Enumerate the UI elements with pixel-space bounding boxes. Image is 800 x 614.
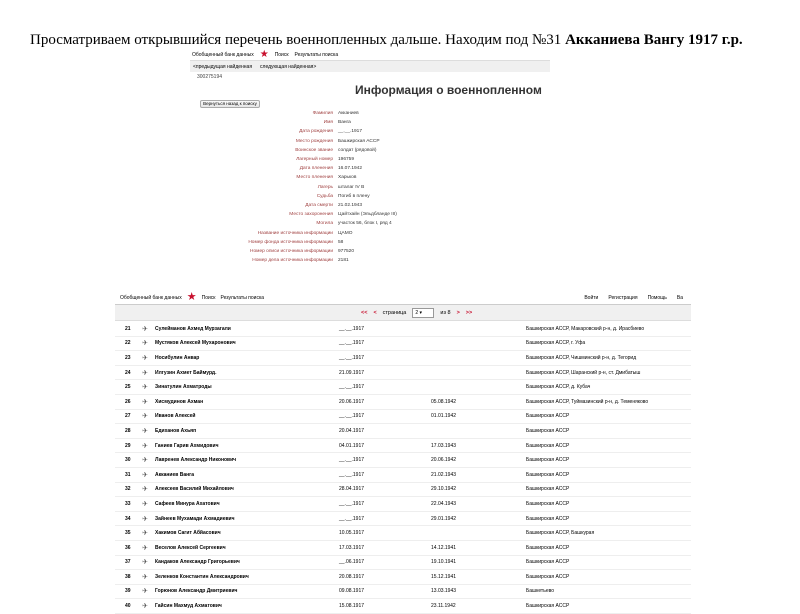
table-row[interactable]	[115, 366, 691, 381]
info-row	[190, 155, 550, 164]
row-number: 28	[125, 427, 131, 434]
death-date: 23.11.1942	[431, 603, 456, 610]
info-row	[190, 118, 550, 127]
birth-place: Башкирская АССР	[526, 457, 570, 464]
birth-date: __.__.1917	[339, 500, 365, 507]
person-name[interactable]: Зайнеев Мухамади Ахмадиевич	[155, 515, 235, 522]
info-value: 977520	[338, 248, 355, 254]
death-date: 22.04.1943	[431, 500, 457, 507]
birth-place: Башкирская АССР	[526, 573, 570, 580]
info-row	[190, 164, 550, 173]
info-topbar	[190, 49, 550, 61]
person-name[interactable]: Акканиев Ванга	[155, 471, 195, 478]
table-row[interactable]	[115, 497, 691, 512]
last-page-button[interactable]: >>	[465, 309, 473, 316]
page-total: из 8	[440, 309, 451, 316]
info-row	[190, 228, 550, 237]
birth-place: Башкирская АССР, Шаранский р-н, ст. Дмибатыш	[526, 369, 641, 376]
soldier-icon: ✈	[142, 471, 148, 479]
row-number: 33	[125, 500, 131, 507]
table-row[interactable]	[115, 468, 691, 483]
info-value: ЦАМО	[338, 230, 353, 236]
table-row[interactable]	[115, 322, 691, 337]
person-name[interactable]: Сулейманов Ахмед Мурзагали	[155, 325, 231, 332]
birth-place: Башкирская АССР	[526, 442, 570, 449]
soldier-icon: ✈	[142, 544, 148, 552]
soldier-icon: ✈	[142, 573, 148, 581]
account-links	[584, 295, 691, 301]
row-number: 21	[125, 325, 131, 332]
person-name[interactable]: Хисмудинов Ахман	[155, 398, 204, 405]
soldier-icon: ✈	[142, 500, 148, 508]
birth-date: __.__.1917	[339, 515, 365, 522]
birth-date: __.__.1917	[339, 413, 365, 420]
info-value: 2181	[338, 258, 349, 264]
info-label: Дата рождения	[299, 129, 333, 135]
list-tab-database[interactable]: Обобщенный банк данных	[120, 294, 182, 301]
extra-link[interactable]: Ва	[676, 294, 683, 301]
login-link[interactable]: Войти	[584, 294, 599, 301]
first-page-button[interactable]: <<	[361, 309, 368, 316]
birth-date: __.__.1917	[339, 471, 365, 478]
info-label: Могила	[316, 221, 333, 227]
soldier-icon: ✈	[142, 398, 148, 406]
info-row	[190, 219, 550, 228]
soldier-icon: ✈	[142, 325, 148, 333]
row-number: 23	[125, 354, 131, 361]
row-number: 30	[125, 457, 131, 464]
info-label: Имя	[323, 120, 333, 126]
soldier-icon: ✈	[142, 603, 148, 611]
person-name[interactable]: Ганиев Гарив Ахмидович	[155, 442, 219, 449]
info-label: Лагерь	[317, 184, 333, 190]
info-row	[190, 146, 550, 155]
person-name[interactable]: Носибулин Анвар	[155, 354, 200, 361]
star-icon: ★	[259, 48, 269, 60]
death-date: 19.10.1941	[431, 559, 457, 566]
info-value: Харьков	[338, 175, 357, 181]
row-number: 27	[125, 413, 131, 420]
next-page-button[interactable]: >	[456, 309, 460, 316]
info-tab-database[interactable]: Обобщенный банк данных	[192, 51, 254, 58]
row-number: 37	[125, 559, 131, 566]
table-row[interactable]	[115, 599, 691, 614]
soldier-icon: ✈	[142, 486, 148, 494]
soldier-icon: ✈	[142, 369, 148, 377]
birth-place: Башкирская АССР	[526, 427, 570, 434]
person-name[interactable]: Зеленков Константин Александрович	[155, 573, 249, 580]
soldier-icon: ✈	[142, 559, 148, 567]
soldier-icon: ✈	[142, 427, 148, 435]
soldier-icon: ✈	[142, 354, 148, 362]
person-name[interactable]: Мустяков Алексей Мухаронович	[155, 340, 236, 347]
info-value: __.__.1917	[338, 129, 363, 135]
table-row[interactable]	[115, 439, 691, 454]
birth-place: Башкирская АССР	[526, 515, 570, 522]
death-date: 15.12.1941	[431, 573, 457, 580]
table-row[interactable]	[115, 337, 691, 352]
birth-place: Башкирская АССР	[526, 603, 570, 610]
birth-date: __.__.1917	[339, 384, 365, 391]
info-row	[190, 210, 550, 219]
birth-place: Башкирская АССР, Башкурая	[526, 530, 595, 537]
info-value: Акканиев	[338, 111, 359, 117]
info-value: Цайтхайн (Эльдбланде III)	[338, 212, 397, 218]
birth-date: __.__.1917	[339, 325, 365, 332]
row-number: 24	[125, 369, 131, 376]
birth-place: Башкирская АССР, Макаровский р-н, д. Ирасбиево	[526, 325, 645, 332]
next-found-link[interactable]: следующая найденная>	[260, 63, 317, 70]
table-row[interactable]	[115, 410, 691, 425]
birth-place: Башкирская АССР, г. Уфа	[526, 340, 586, 347]
table-row[interactable]	[115, 570, 691, 585]
soldier-icon: ✈	[142, 442, 148, 450]
info-value: Погиб в плену	[338, 193, 370, 199]
person-name[interactable]: Сафеев Минура Ахатович	[155, 500, 220, 507]
birth-place: Башкирская АССР	[526, 559, 570, 566]
birth-place: Башкирская АССР	[526, 413, 570, 420]
list-screenshot	[115, 291, 691, 611]
info-value: 58	[338, 239, 344, 245]
birth-date: 21.09.1917	[339, 369, 365, 376]
info-nav	[190, 61, 550, 72]
list-topbar	[115, 291, 691, 305]
birth-date: __.__.1917	[339, 354, 365, 361]
prev-page-button[interactable]: <	[373, 309, 377, 316]
row-number: 25	[125, 384, 131, 391]
record-id: 300275194	[197, 74, 223, 80]
help-link[interactable]: Помощь	[647, 294, 667, 301]
info-value: 196759	[338, 157, 355, 163]
info-value: солдат (рядовой)	[338, 147, 377, 153]
table-row[interactable]	[115, 395, 691, 410]
info-label: Судьба	[316, 193, 333, 199]
soldier-icon: ✈	[142, 340, 148, 348]
death-date: 29.10.1942	[431, 486, 457, 493]
row-number: 39	[125, 588, 131, 595]
info-details	[190, 109, 550, 265]
birth-date: __.__.1917	[339, 340, 365, 347]
info-label: Место пленения	[296, 175, 333, 181]
soldier-icon: ✈	[142, 457, 148, 465]
birth-date: 10.05.1917	[339, 530, 365, 537]
soldier-icon: ✈	[142, 515, 148, 523]
birth-date: 17.03.1917	[339, 544, 365, 551]
person-name[interactable]: Веселов Алексей Сергеевич	[155, 544, 226, 551]
info-value: участок 56, блок I, ряд 4	[338, 221, 392, 227]
death-date: 20.06.1942	[431, 457, 457, 464]
birth-date: 04.01.1917	[339, 442, 365, 449]
birth-place: Башкирская АССР	[526, 486, 570, 493]
person-name[interactable]: Зинатулин Ахматроды	[155, 384, 212, 391]
info-label: Номер фонда источника информации	[248, 239, 333, 245]
table-row[interactable]	[115, 453, 691, 468]
birth-place: Башкирская АССР, Туймазинский р-н, д. Теменяково	[526, 398, 649, 405]
person-name[interactable]: Едиханов Ахьяп	[155, 427, 197, 434]
row-number: 38	[125, 573, 131, 580]
death-date: 21.02.1943	[431, 471, 457, 478]
birth-date: 20.08.1917	[339, 573, 365, 580]
info-row	[190, 201, 550, 210]
table-row[interactable]	[115, 556, 691, 571]
death-date: 17.03.1943	[431, 442, 457, 449]
birth-date: 09.08.1917	[339, 588, 365, 595]
table-row[interactable]	[115, 541, 691, 556]
table-row[interactable]	[115, 351, 691, 366]
info-row	[190, 137, 550, 146]
info-label: Номер описи источника информации	[250, 248, 333, 254]
info-label: Место рождения	[295, 138, 333, 144]
register-link[interactable]: Регистрация	[608, 294, 638, 301]
soldier-icon: ✈	[142, 588, 148, 596]
list-tab-results[interactable]: Результаты поиска	[220, 294, 265, 301]
page-select[interactable]: 2 ▾	[412, 308, 434, 318]
info-tab-search[interactable]: Поиск	[274, 51, 289, 58]
birth-place: Башкирская АССР	[526, 544, 570, 551]
info-label: Воинское звание	[295, 147, 333, 153]
info-label: Место захоронения	[289, 212, 333, 218]
death-date: 01.01.1942	[431, 413, 457, 420]
row-number: 34	[125, 515, 131, 522]
table-row[interactable]	[115, 483, 691, 498]
info-value: 16.07.1942	[338, 166, 363, 172]
info-label: Номер дела источника информации	[252, 258, 333, 264]
birth-place: Башкирская АССР, Чишминский р-н, д. Тегорид	[526, 354, 637, 361]
death-date: 05.08.1942	[431, 398, 457, 405]
info-row	[190, 109, 550, 118]
info-screenshot	[190, 49, 550, 291]
row-number: 31	[125, 471, 131, 478]
info-row	[190, 173, 550, 182]
person-name[interactable]: Гайсин Махмуд Ахматович	[155, 603, 222, 610]
birth-date: 15.08.1917	[339, 603, 365, 610]
row-number: 29	[125, 442, 131, 449]
page-label: страница	[382, 309, 407, 316]
soldier-icon: ✈	[142, 413, 148, 421]
info-label: Дата смерти	[305, 202, 333, 208]
table-row[interactable]	[115, 424, 691, 439]
birth-place: Башкирская АССР, д. Кубач	[526, 384, 591, 391]
slide-caption	[30, 30, 770, 50]
info-row	[190, 127, 550, 136]
death-date: 29.01.1942	[431, 515, 457, 522]
birth-date: __.__.1917	[339, 457, 365, 464]
info-label: Фамилия	[312, 111, 333, 117]
person-name[interactable]: Илгузин Ахмет Баймурд.	[155, 369, 217, 376]
row-number: 22	[125, 340, 131, 347]
info-value: Башкирская АССР	[338, 138, 380, 144]
death-date: 14.12.1941	[431, 544, 457, 551]
caption-bold: Акканиева Вангу 1917 г.р.	[565, 32, 743, 48]
caption-text: Просматриваем открывшийся перечень военнопленных дальше. Находим под №31	[30, 32, 566, 48]
star-icon: ★	[186, 291, 197, 303]
birth-date: 28.04.1917	[339, 486, 365, 493]
death-date: 13.03.1943	[431, 588, 457, 595]
birth-place: Башкирская АССР	[526, 471, 570, 478]
table-row[interactable]	[115, 585, 691, 600]
info-row	[190, 247, 550, 256]
info-label: Дата пленения	[299, 166, 333, 172]
soldier-icon: ✈	[142, 384, 148, 392]
list-tab-search[interactable]: Поиск	[201, 294, 216, 301]
birth-date: 20.06.1917	[339, 398, 365, 405]
person-name[interactable]: Кандаков Александр Григорьевич	[155, 559, 240, 566]
info-row	[190, 183, 550, 192]
info-row	[190, 256, 550, 265]
person-name[interactable]: Хакимов Сагит Абйасович	[155, 530, 221, 537]
info-label: Название источника информации	[257, 230, 333, 236]
page-select-value: 2	[415, 309, 419, 316]
person-name[interactable]: Алексеев Василий Михайлович	[155, 486, 234, 493]
birth-date: 20.04.1917	[339, 427, 365, 434]
info-label: Лагерный номер	[296, 157, 333, 163]
info-row	[190, 238, 550, 247]
row-number: 36	[125, 544, 131, 551]
info-tab-results[interactable]: Результаты поиска	[294, 51, 339, 58]
back-to-search-button[interactable]: Вернуться назад к поиску	[200, 100, 260, 108]
row-number: 40	[125, 603, 131, 610]
info-value: шталаг IV B	[338, 184, 365, 190]
person-name[interactable]: Иванов Алексей	[155, 413, 196, 420]
person-name[interactable]: Лавренев Александр Никонович	[155, 457, 237, 464]
birth-date: __.06.1917	[339, 559, 365, 566]
person-name[interactable]: Горюнов Александр Дмитриевич	[155, 588, 238, 595]
birth-place: Башкирская АССР	[526, 500, 570, 507]
row-number: 26	[125, 398, 131, 405]
pager	[115, 305, 691, 321]
results-table	[115, 322, 691, 614]
info-value: 21.02.1943	[338, 202, 363, 208]
soldier-icon: ✈	[142, 530, 148, 538]
info-title: Информация о военнопленном	[355, 83, 542, 97]
row-number: 32	[125, 486, 131, 493]
row-number: 35	[125, 530, 131, 537]
birth-place: Башкетьево	[526, 588, 554, 595]
info-value: Ванга	[338, 120, 351, 126]
table-row[interactable]	[115, 526, 691, 541]
table-row[interactable]	[115, 380, 691, 395]
info-row	[190, 192, 550, 201]
table-row[interactable]	[115, 512, 691, 527]
prev-found-link[interactable]: <предыдущая найденная	[193, 63, 253, 70]
